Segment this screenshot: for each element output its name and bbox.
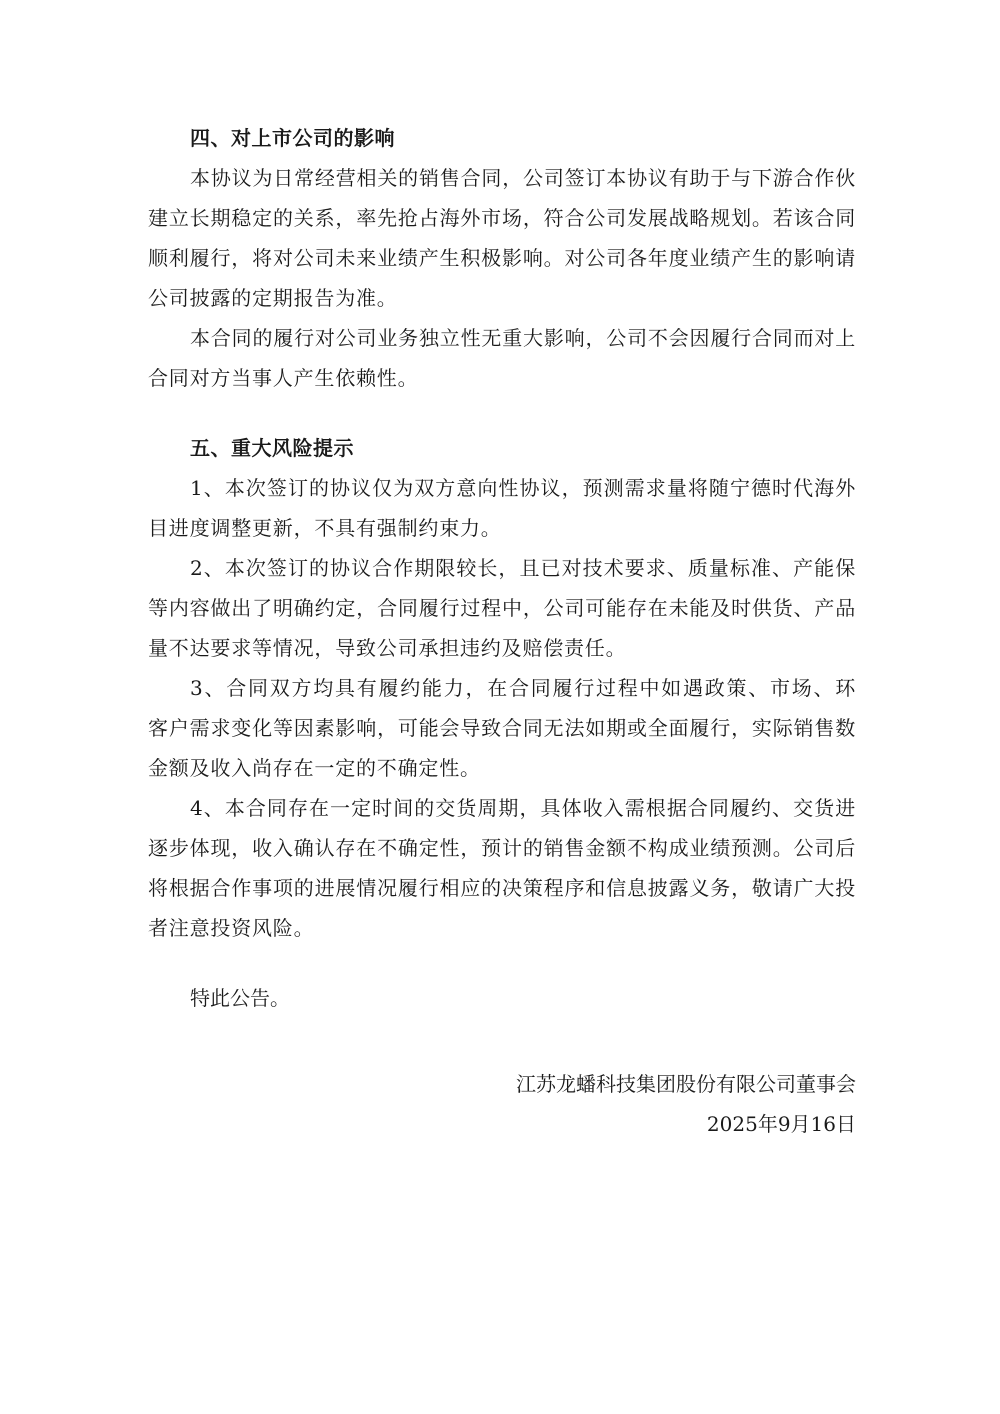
text-line: 本合同的履行对公司业务独立性无重大影响，公司不会因履行合同而对上: [190, 326, 856, 350]
text-line: 逐步体现，收入确认存在不确定性，预计的销售金额不构成业绩预测。公司后: [148, 836, 856, 860]
text-line: 将根据合作事项的进展情况履行相应的决策程序和信息披露义务，敬请广大投: [148, 876, 856, 900]
signature-company: 江苏龙蟠科技集团股份有限公司董事会: [516, 1072, 856, 1096]
text-line: 目进度调整更新，不具有强制约束力。: [148, 516, 502, 540]
text-line: 顺利履行，将对公司未来业绩产生积极影响。对公司各年度业绩产生的影响请: [148, 246, 856, 270]
document-body: [148, 118, 856, 1018]
paragraph-impact-1: [148, 158, 856, 318]
signature-date: 2025年9月16日: [706, 1112, 856, 1136]
text-line: 者注意投资风险。: [148, 916, 315, 940]
text-line: 4、本合同存在一定时间的交货周期，具体收入需根据合同履约、交货进: [190, 796, 856, 820]
risk-item-3: [148, 668, 856, 788]
risk-item-1: [148, 468, 856, 548]
section-heading-risk: 五、重大风险提示: [190, 436, 354, 460]
text-line: 客户需求变化等因素影响，可能会导致合同无法如期或全面履行，实际销售数: [148, 716, 856, 740]
paragraph-impact-2: [148, 318, 856, 398]
text-line: 等内容做出了明确约定，合同履行过程中，公司可能存在未能及时供货、产品: [148, 596, 856, 620]
risk-item-4: [148, 788, 856, 948]
text-line: 金额及收入尚存在一定的不确定性。: [148, 756, 481, 780]
risk-item-2: [148, 548, 856, 668]
text-line: 合同对方当事人产生依赖性。: [148, 366, 419, 390]
text-line: 公司披露的定期报告为准。: [148, 286, 398, 310]
section-heading-impact: 四、对上市公司的影响: [190, 126, 395, 150]
text-line: 建立长期稳定的关系，率先抢占海外市场，符合公司发展战略规划。若该合同: [148, 206, 856, 230]
text-line: 2、本次签订的协议合作期限较长，且已对技术要求、质量标准、产能保: [190, 556, 856, 580]
text-line: 1、本次签订的协议仅为双方意向性协议，预测需求量将随宁德时代海外: [190, 476, 856, 500]
text-line: 3、合同双方均具有履约能力，在合同履行过程中如遇政策、市场、环: [190, 676, 856, 700]
closing-statement: 特此公告。: [190, 986, 290, 1010]
text-line: 本协议为日常经营相关的销售合同，公司签订本协议有助于与下游合作伙: [190, 166, 856, 190]
text-line: 量不达要求等情况，导致公司承担违约及赔偿责任。: [148, 636, 627, 660]
